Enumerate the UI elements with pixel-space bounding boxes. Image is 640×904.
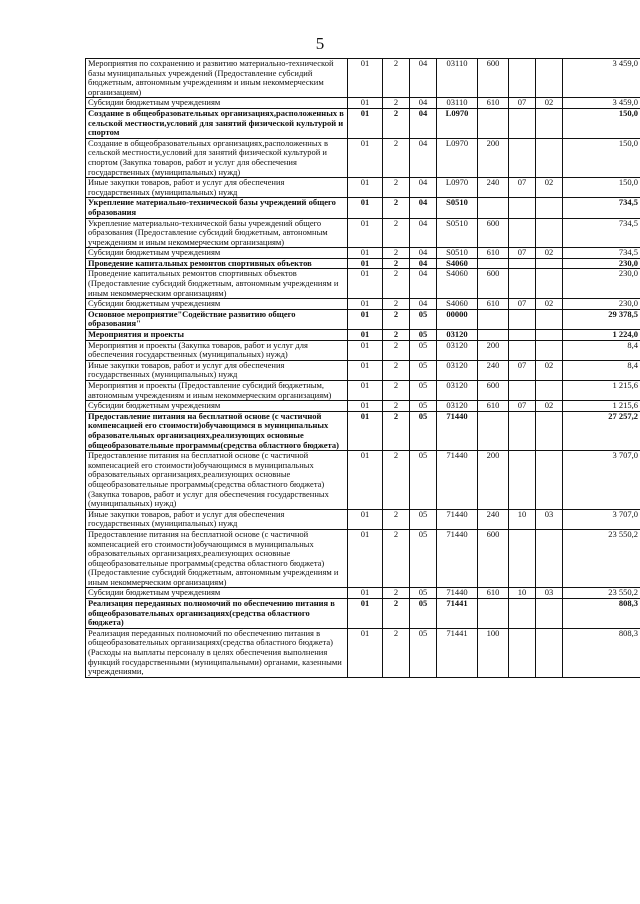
row-section-cell: [509, 108, 536, 138]
table-row: [86, 529, 640, 588]
row-target-cell: L0970: [437, 108, 478, 138]
row-code-cell: 01: [348, 269, 383, 299]
row-code-cell: 01: [348, 411, 383, 450]
table-row: [86, 381, 640, 401]
row-subsection-cell: [536, 451, 563, 510]
row-code-cell: 2: [383, 138, 410, 177]
row-code-cell: 04: [410, 218, 437, 248]
row-section-cell: 07: [509, 98, 536, 109]
row-amount-cell: 150,0: [563, 178, 640, 198]
row-subsection-cell: [536, 599, 563, 629]
table-row: [86, 138, 640, 177]
row-code-cell: 01: [348, 178, 383, 198]
row-name-cell: Создание в общеобразовательных организациях,расположенных в сельской местности,условий для занятий физической культурой и спортом (Закупка товаров, работ и услуг для обеспечения государственных (муниципальных) нужд): [86, 138, 348, 177]
row-code-cell: 2: [383, 108, 410, 138]
row-code-cell: 04: [410, 269, 437, 299]
row-code-cell: 01: [348, 309, 383, 329]
row-code-cell: 2: [383, 248, 410, 259]
row-amount-cell: 808,3: [563, 628, 640, 677]
row-amount-cell: 150,0: [563, 138, 640, 177]
row-code-cell: 01: [348, 451, 383, 510]
row-name-cell: Укрепление материально-технической базы учреждений общего образования (Предоставление субсидий бюджетным, автономным учреждениям и иным некоммерческим организациям): [86, 218, 348, 248]
row-expense-type-cell: 610: [478, 299, 509, 310]
row-code-cell: 01: [348, 509, 383, 529]
table-row: [86, 588, 640, 599]
row-code-cell: 01: [348, 588, 383, 599]
row-code-cell: 05: [410, 340, 437, 360]
row-target-cell: 03120: [437, 340, 478, 360]
row-subsection-cell: 02: [536, 248, 563, 259]
row-name-cell: Мероприятия и проекты (Закупка товаров, работ и услуг для обеспечения государственных (муниципальных) нужд): [86, 340, 348, 360]
row-name-cell: Субсидии бюджетным учреждениям: [86, 98, 348, 109]
row-code-cell: 05: [410, 401, 437, 412]
row-target-cell: 00000: [437, 309, 478, 329]
row-code-cell: 04: [410, 258, 437, 269]
row-target-cell: 03120: [437, 401, 478, 412]
table-row: [86, 360, 640, 380]
row-code-cell: 04: [410, 108, 437, 138]
row-section-cell: 07: [509, 248, 536, 259]
row-subsection-cell: 02: [536, 299, 563, 310]
row-code-cell: 01: [348, 330, 383, 341]
row-code-cell: 05: [410, 360, 437, 380]
row-code-cell: 2: [383, 98, 410, 109]
row-subsection-cell: [536, 59, 563, 98]
row-amount-cell: 3 707,0: [563, 451, 640, 510]
row-name-cell: Проведение капитальных ремонтов спортивных объектов: [86, 258, 348, 269]
row-amount-cell: 23 550,2: [563, 529, 640, 588]
table-row: [86, 411, 640, 450]
table-row: [86, 401, 640, 412]
row-name-cell: Иные закупки товаров, работ и услуг для обеспечения государственных (муниципальных) нужд: [86, 360, 348, 380]
row-section-cell: 10: [509, 509, 536, 529]
row-section-cell: [509, 340, 536, 360]
row-code-cell: 2: [383, 451, 410, 510]
row-code-cell: 2: [383, 198, 410, 218]
row-section-cell: 07: [509, 360, 536, 380]
row-code-cell: 2: [383, 509, 410, 529]
row-expense-type-cell: 610: [478, 401, 509, 412]
row-target-cell: S0510: [437, 218, 478, 248]
row-section-cell: 10: [509, 588, 536, 599]
row-expense-type-cell: 240: [478, 509, 509, 529]
row-name-cell: Основное мероприятие"Содействие развитию общего образования": [86, 309, 348, 329]
row-section-cell: [509, 628, 536, 677]
row-code-cell: 01: [348, 198, 383, 218]
row-code-cell: 01: [348, 381, 383, 401]
row-amount-cell: 734,5: [563, 248, 640, 259]
row-target-cell: 03120: [437, 360, 478, 380]
row-expense-type-cell: [478, 599, 509, 629]
table-row: [86, 599, 640, 629]
row-expense-type-cell: [478, 330, 509, 341]
row-code-cell: 2: [383, 299, 410, 310]
row-section-cell: 07: [509, 178, 536, 198]
row-subsection-cell: 03: [536, 588, 563, 599]
row-expense-type-cell: [478, 108, 509, 138]
row-expense-type-cell: 240: [478, 178, 509, 198]
row-expense-type-cell: 610: [478, 588, 509, 599]
row-code-cell: 01: [348, 599, 383, 629]
row-name-cell: Укрепление материально-технической базы учреждений общего образования: [86, 198, 348, 218]
row-section-cell: [509, 451, 536, 510]
row-amount-cell: 3 459,0: [563, 98, 640, 109]
row-code-cell: 2: [383, 360, 410, 380]
row-subsection-cell: 02: [536, 360, 563, 380]
row-code-cell: 04: [410, 138, 437, 177]
row-subsection-cell: [536, 340, 563, 360]
row-subsection-cell: [536, 381, 563, 401]
row-amount-cell: 3 459,0: [563, 59, 640, 98]
table-row: [86, 98, 640, 109]
table-row: [86, 340, 640, 360]
row-code-cell: 2: [383, 258, 410, 269]
row-amount-cell: 8,4: [563, 360, 640, 380]
table-row: [86, 309, 640, 329]
row-subsection-cell: 02: [536, 98, 563, 109]
row-code-cell: 05: [410, 599, 437, 629]
row-section-cell: [509, 59, 536, 98]
row-code-cell: 04: [410, 198, 437, 218]
row-code-cell: 2: [383, 330, 410, 341]
row-target-cell: S4060: [437, 299, 478, 310]
row-amount-cell: 29 378,5: [563, 309, 640, 329]
row-expense-type-cell: 200: [478, 138, 509, 177]
table-row: [86, 218, 640, 248]
row-expense-type-cell: 100: [478, 628, 509, 677]
row-name-cell: Субсидии бюджетным учреждениям: [86, 588, 348, 599]
row-subsection-cell: 02: [536, 401, 563, 412]
row-amount-cell: 1 215,6: [563, 401, 640, 412]
table-row: [86, 509, 640, 529]
row-section-cell: [509, 258, 536, 269]
row-amount-cell: 230,0: [563, 258, 640, 269]
row-code-cell: 2: [383, 599, 410, 629]
row-amount-cell: 230,0: [563, 269, 640, 299]
row-expense-type-cell: 240: [478, 360, 509, 380]
row-name-cell: Субсидии бюджетным учреждениям: [86, 401, 348, 412]
row-target-cell: S4060: [437, 269, 478, 299]
row-name-cell: Предоставление питания на бесплатной основе (с частичной компенсацией его стоимости)обучающимся в муниципальных образовательных организациях,реализующих основные общеобразовательные программы(средства областного бюджета): [86, 411, 348, 450]
row-code-cell: 01: [348, 628, 383, 677]
row-code-cell: 01: [348, 529, 383, 588]
row-target-cell: 71440: [437, 588, 478, 599]
table-row: [86, 258, 640, 269]
row-code-cell: 01: [348, 59, 383, 98]
row-subsection-cell: [536, 628, 563, 677]
row-subsection-cell: [536, 309, 563, 329]
row-code-cell: 01: [348, 248, 383, 259]
row-section-cell: [509, 309, 536, 329]
row-code-cell: 05: [410, 628, 437, 677]
row-expense-type-cell: 600: [478, 529, 509, 588]
row-section-cell: [509, 381, 536, 401]
table-row: [86, 269, 640, 299]
row-code-cell: 2: [383, 340, 410, 360]
row-expense-type-cell: 600: [478, 381, 509, 401]
table-row: [86, 628, 640, 677]
table-row: [86, 59, 640, 98]
row-section-cell: [509, 411, 536, 450]
row-name-cell: Субсидии бюджетным учреждениям: [86, 299, 348, 310]
row-section-cell: [509, 330, 536, 341]
row-target-cell: L0970: [437, 138, 478, 177]
row-code-cell: 01: [348, 108, 383, 138]
row-code-cell: 04: [410, 248, 437, 259]
row-code-cell: 01: [348, 340, 383, 360]
row-code-cell: 05: [410, 509, 437, 529]
row-expense-type-cell: 600: [478, 218, 509, 248]
row-subsection-cell: [536, 138, 563, 177]
row-code-cell: 2: [383, 309, 410, 329]
row-subsection-cell: [536, 258, 563, 269]
row-amount-cell: 27 257,2: [563, 411, 640, 450]
row-amount-cell: 1 224,0: [563, 330, 640, 341]
row-amount-cell: 150,0: [563, 108, 640, 138]
row-name-cell: Предоставление питания на бесплатной основе (с частичной компенсацией его стоимости)обучающимся в муниципальных образовательных организациях,реализующих основные общеобразовательные программы(средства областного бюджета) (Закупка товаров, работ и услуг для обеспечения государственных (муниципальных) нужд): [86, 451, 348, 510]
row-target-cell: S0510: [437, 248, 478, 259]
row-code-cell: 01: [348, 98, 383, 109]
row-expense-type-cell: 610: [478, 248, 509, 259]
row-code-cell: 01: [348, 138, 383, 177]
row-code-cell: 05: [410, 411, 437, 450]
row-code-cell: 05: [410, 529, 437, 588]
row-subsection-cell: [536, 411, 563, 450]
row-section-cell: 07: [509, 299, 536, 310]
row-code-cell: 05: [410, 588, 437, 599]
row-code-cell: 2: [383, 628, 410, 677]
row-target-cell: L0970: [437, 178, 478, 198]
row-code-cell: 2: [383, 588, 410, 599]
row-target-cell: 03120: [437, 381, 478, 401]
row-code-cell: 01: [348, 299, 383, 310]
row-subsection-cell: [536, 269, 563, 299]
row-amount-cell: 8,4: [563, 340, 640, 360]
row-name-cell: Субсидии бюджетным учреждениям: [86, 248, 348, 259]
row-expense-type-cell: [478, 309, 509, 329]
row-target-cell: 03110: [437, 59, 478, 98]
row-expense-type-cell: [478, 198, 509, 218]
row-expense-type-cell: 200: [478, 451, 509, 510]
row-code-cell: 2: [383, 59, 410, 98]
row-target-cell: 71440: [437, 411, 478, 450]
row-code-cell: 2: [383, 269, 410, 299]
row-expense-type-cell: 610: [478, 98, 509, 109]
row-subsection-cell: [536, 198, 563, 218]
row-code-cell: 01: [348, 218, 383, 248]
row-code-cell: 05: [410, 330, 437, 341]
row-code-cell: 04: [410, 59, 437, 98]
row-code-cell: 05: [410, 309, 437, 329]
row-section-cell: [509, 138, 536, 177]
row-code-cell: 04: [410, 178, 437, 198]
row-amount-cell: 1 215,6: [563, 381, 640, 401]
row-section-cell: [509, 529, 536, 588]
row-subsection-cell: [536, 330, 563, 341]
row-name-cell: Реализация переданных полномочий по обеспечению питания в общеобразовательных организациях(средства областного бюджета): [86, 599, 348, 629]
row-code-cell: 2: [383, 411, 410, 450]
table-row: [86, 178, 640, 198]
row-amount-cell: 734,5: [563, 198, 640, 218]
row-code-cell: 05: [410, 381, 437, 401]
row-code-cell: 2: [383, 381, 410, 401]
row-target-cell: 71440: [437, 509, 478, 529]
row-name-cell: Проведение капитальных ремонтов спортивных объектов (Предоставление субсидий бюджетным, автономным учреждениям и иным некоммерческим организациям): [86, 269, 348, 299]
row-code-cell: 05: [410, 451, 437, 510]
row-subsection-cell: 02: [536, 178, 563, 198]
row-name-cell: Мероприятия и проекты (Предоставление субсидий бюджетным, автономным учреждениям и иным некоммерческим организациям): [86, 381, 348, 401]
row-target-cell: S0510: [437, 198, 478, 218]
row-expense-type-cell: [478, 411, 509, 450]
row-subsection-cell: [536, 529, 563, 588]
row-code-cell: 2: [383, 178, 410, 198]
row-expense-type-cell: 200: [478, 340, 509, 360]
table-row: [86, 299, 640, 310]
row-name-cell: Мероприятия и проекты: [86, 330, 348, 341]
row-target-cell: 71441: [437, 628, 478, 677]
row-expense-type-cell: 600: [478, 59, 509, 98]
row-code-cell: 2: [383, 401, 410, 412]
row-target-cell: 71440: [437, 529, 478, 588]
row-target-cell: S4060: [437, 258, 478, 269]
row-section-cell: [509, 599, 536, 629]
row-subsection-cell: 03: [536, 509, 563, 529]
row-section-cell: [509, 198, 536, 218]
row-name-cell: Создание в общеобразовательных организациях,расположенных в сельской местности,условий для занятий физической культурой и спортом: [86, 108, 348, 138]
table-row: [86, 248, 640, 259]
row-name-cell: Мероприятия по сохранению и развитию материально-технической базы муниципальных учреждений (Предоставление субсидий бюджетным, автономным учреждениям и иным некоммерческим организациям): [86, 59, 348, 98]
row-name-cell: Иные закупки товаров, работ и услуг для обеспечения государственных (муниципальных) нужд: [86, 178, 348, 198]
table-row: [86, 330, 640, 341]
row-name-cell: Реализация переданных полномочий по обеспечению питания в общеобразовательных организациях(средства областного бюджета) (Расходы на выплаты персоналу в целях обеспечения выполнения функций государственными (муниципальными) органами, казенными учреждениями,: [86, 628, 348, 677]
row-amount-cell: 230,0: [563, 299, 640, 310]
table-row: [86, 108, 640, 138]
row-amount-cell: 23 550,2: [563, 588, 640, 599]
page-number: 5: [315, 34, 325, 53]
row-subsection-cell: [536, 108, 563, 138]
row-expense-type-cell: [478, 258, 509, 269]
row-section-cell: 07: [509, 401, 536, 412]
row-code-cell: 2: [383, 529, 410, 588]
row-amount-cell: 3 707,0: [563, 509, 640, 529]
table-row: [86, 451, 640, 510]
row-amount-cell: 808,3: [563, 599, 640, 629]
row-name-cell: Иные закупки товаров, работ и услуг для обеспечения государственных (муниципальных) нужд: [86, 509, 348, 529]
table-row: [86, 198, 640, 218]
row-code-cell: 01: [348, 258, 383, 269]
row-name-cell: Предоставление питания на бесплатной основе (с частичной компенсацией его стоимости)обучающимся в муниципальных образовательных организациях,реализующих основные общеобразовательные программы(средства областного бюджета) (Предоставление субсидий бюджетным, автономным учреждениям и иным некоммерческим организациям): [86, 529, 348, 588]
row-subsection-cell: [536, 218, 563, 248]
row-amount-cell: 734,5: [563, 218, 640, 248]
row-target-cell: 03120: [437, 330, 478, 341]
row-code-cell: 01: [348, 360, 383, 380]
row-section-cell: [509, 269, 536, 299]
row-code-cell: 2: [383, 218, 410, 248]
row-code-cell: 04: [410, 299, 437, 310]
row-target-cell: 03110: [437, 98, 478, 109]
row-target-cell: 71440: [437, 451, 478, 510]
row-code-cell: 04: [410, 98, 437, 109]
budget-table: [85, 58, 640, 678]
row-section-cell: [509, 218, 536, 248]
budget-table-body: [86, 59, 640, 678]
row-code-cell: 01: [348, 401, 383, 412]
row-expense-type-cell: 600: [478, 269, 509, 299]
row-target-cell: 71441: [437, 599, 478, 629]
